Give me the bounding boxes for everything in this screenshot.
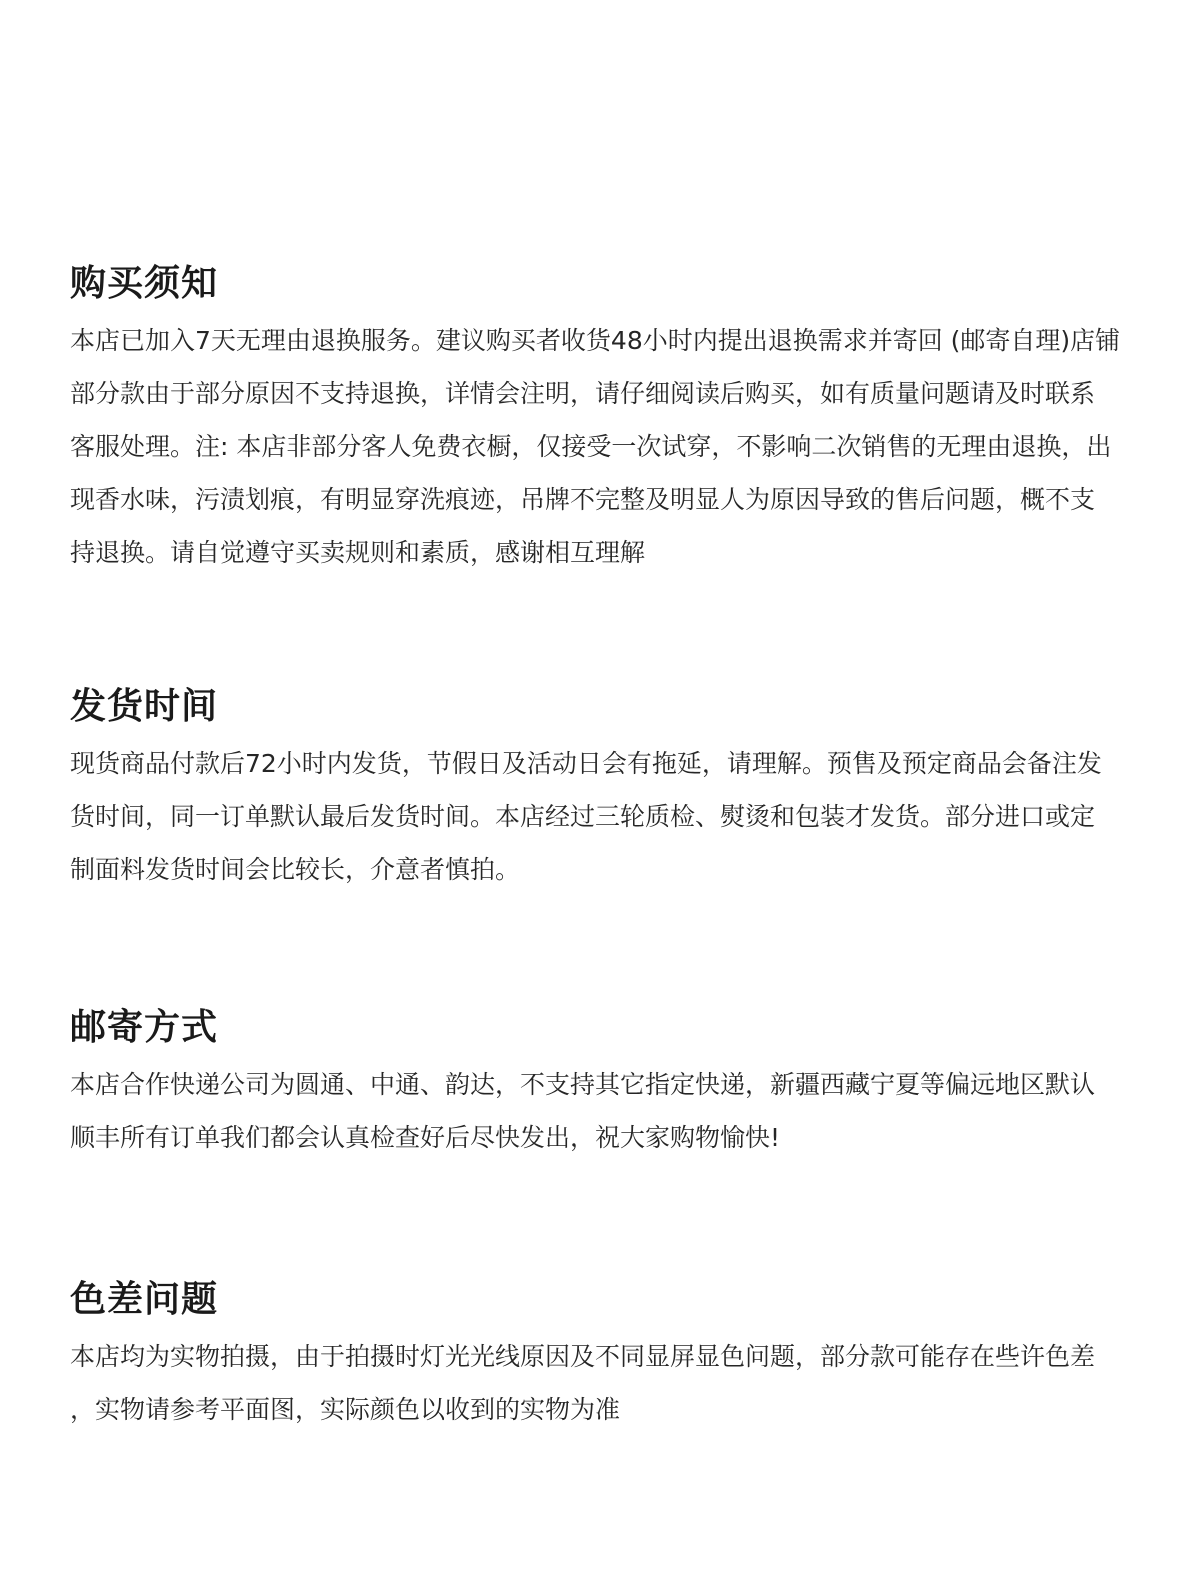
shipping-method-line: 本店合作快递公司为圆通、中通、韵达，不支持其它指定快递，新疆西藏宁夏等偏远地区默认 bbox=[70, 1070, 1096, 1099]
color-difference-body bbox=[70, 1330, 1120, 1436]
shipping-time-line: 制面料发货时间会比较长，介意者慎拍。 bbox=[70, 855, 521, 884]
purchase-notice-body bbox=[70, 314, 1120, 579]
purchase-notice-line: 部分款由于部分原因不支持退换，详情会注明，请仔细阅读后购买，如有质量问题请及时联系 bbox=[70, 379, 1096, 408]
color-difference-title: 色差问题 bbox=[70, 1279, 219, 1320]
purchase-notice-line: 客服处理。注: 本店非部分客人免费衣橱，仅接受一次试穿，不影响二次销售的无理由退换，出 bbox=[70, 432, 1112, 461]
color-difference-line: 本店均为实物拍摄，由于拍摄时灯光光线原因及不同显屏显色问题，部分款可能存在些许色差 bbox=[70, 1342, 1096, 1371]
color-difference-section bbox=[70, 1278, 1120, 1436]
purchase-notice-line: 现香水味，污渍划痕，有明显穿洗痕迹，吊牌不完整及明显人为原因导致的售后问题，概不支 bbox=[70, 485, 1096, 514]
purchase-notice-line: 持退换。请自觉遵守买卖规则和素质，感谢相互理解 bbox=[70, 538, 646, 567]
shipping-time-title: 发货时间 bbox=[70, 686, 219, 727]
shipping-time-line: 现货商品付款后72小时内发货，节假日及活动日会有拖延，请理解。预售及预定商品会备注发 bbox=[70, 749, 1102, 778]
shipping-method-title: 邮寄方式 bbox=[70, 1007, 219, 1048]
shipping-method-body bbox=[70, 1058, 1120, 1164]
purchase-notice-title: 购买须知 bbox=[70, 263, 219, 304]
shipping-time-section bbox=[70, 685, 1120, 896]
shipping-method-line: 顺丰所有订单我们都会认真检查好后尽快发出，祝大家购物愉快! bbox=[70, 1123, 781, 1152]
color-difference-line: ，实物请参考平面图，实际颜色以收到的实物为准 bbox=[70, 1395, 621, 1424]
shipping-method-section bbox=[70, 1006, 1120, 1164]
shipping-time-line: 货时间，同一订单默认最后发货时间。本店经过三轮质检、熨烫和包装才发货。部分进口或定 bbox=[70, 802, 1096, 831]
purchase-notice-line: 本店已加入7天无理由退换服务。建议购买者收货48小时内提出退换需求并寄回 (邮寄自理)店铺 bbox=[70, 326, 1121, 355]
shipping-time-body bbox=[70, 737, 1120, 896]
purchase-notice-section bbox=[70, 262, 1120, 579]
